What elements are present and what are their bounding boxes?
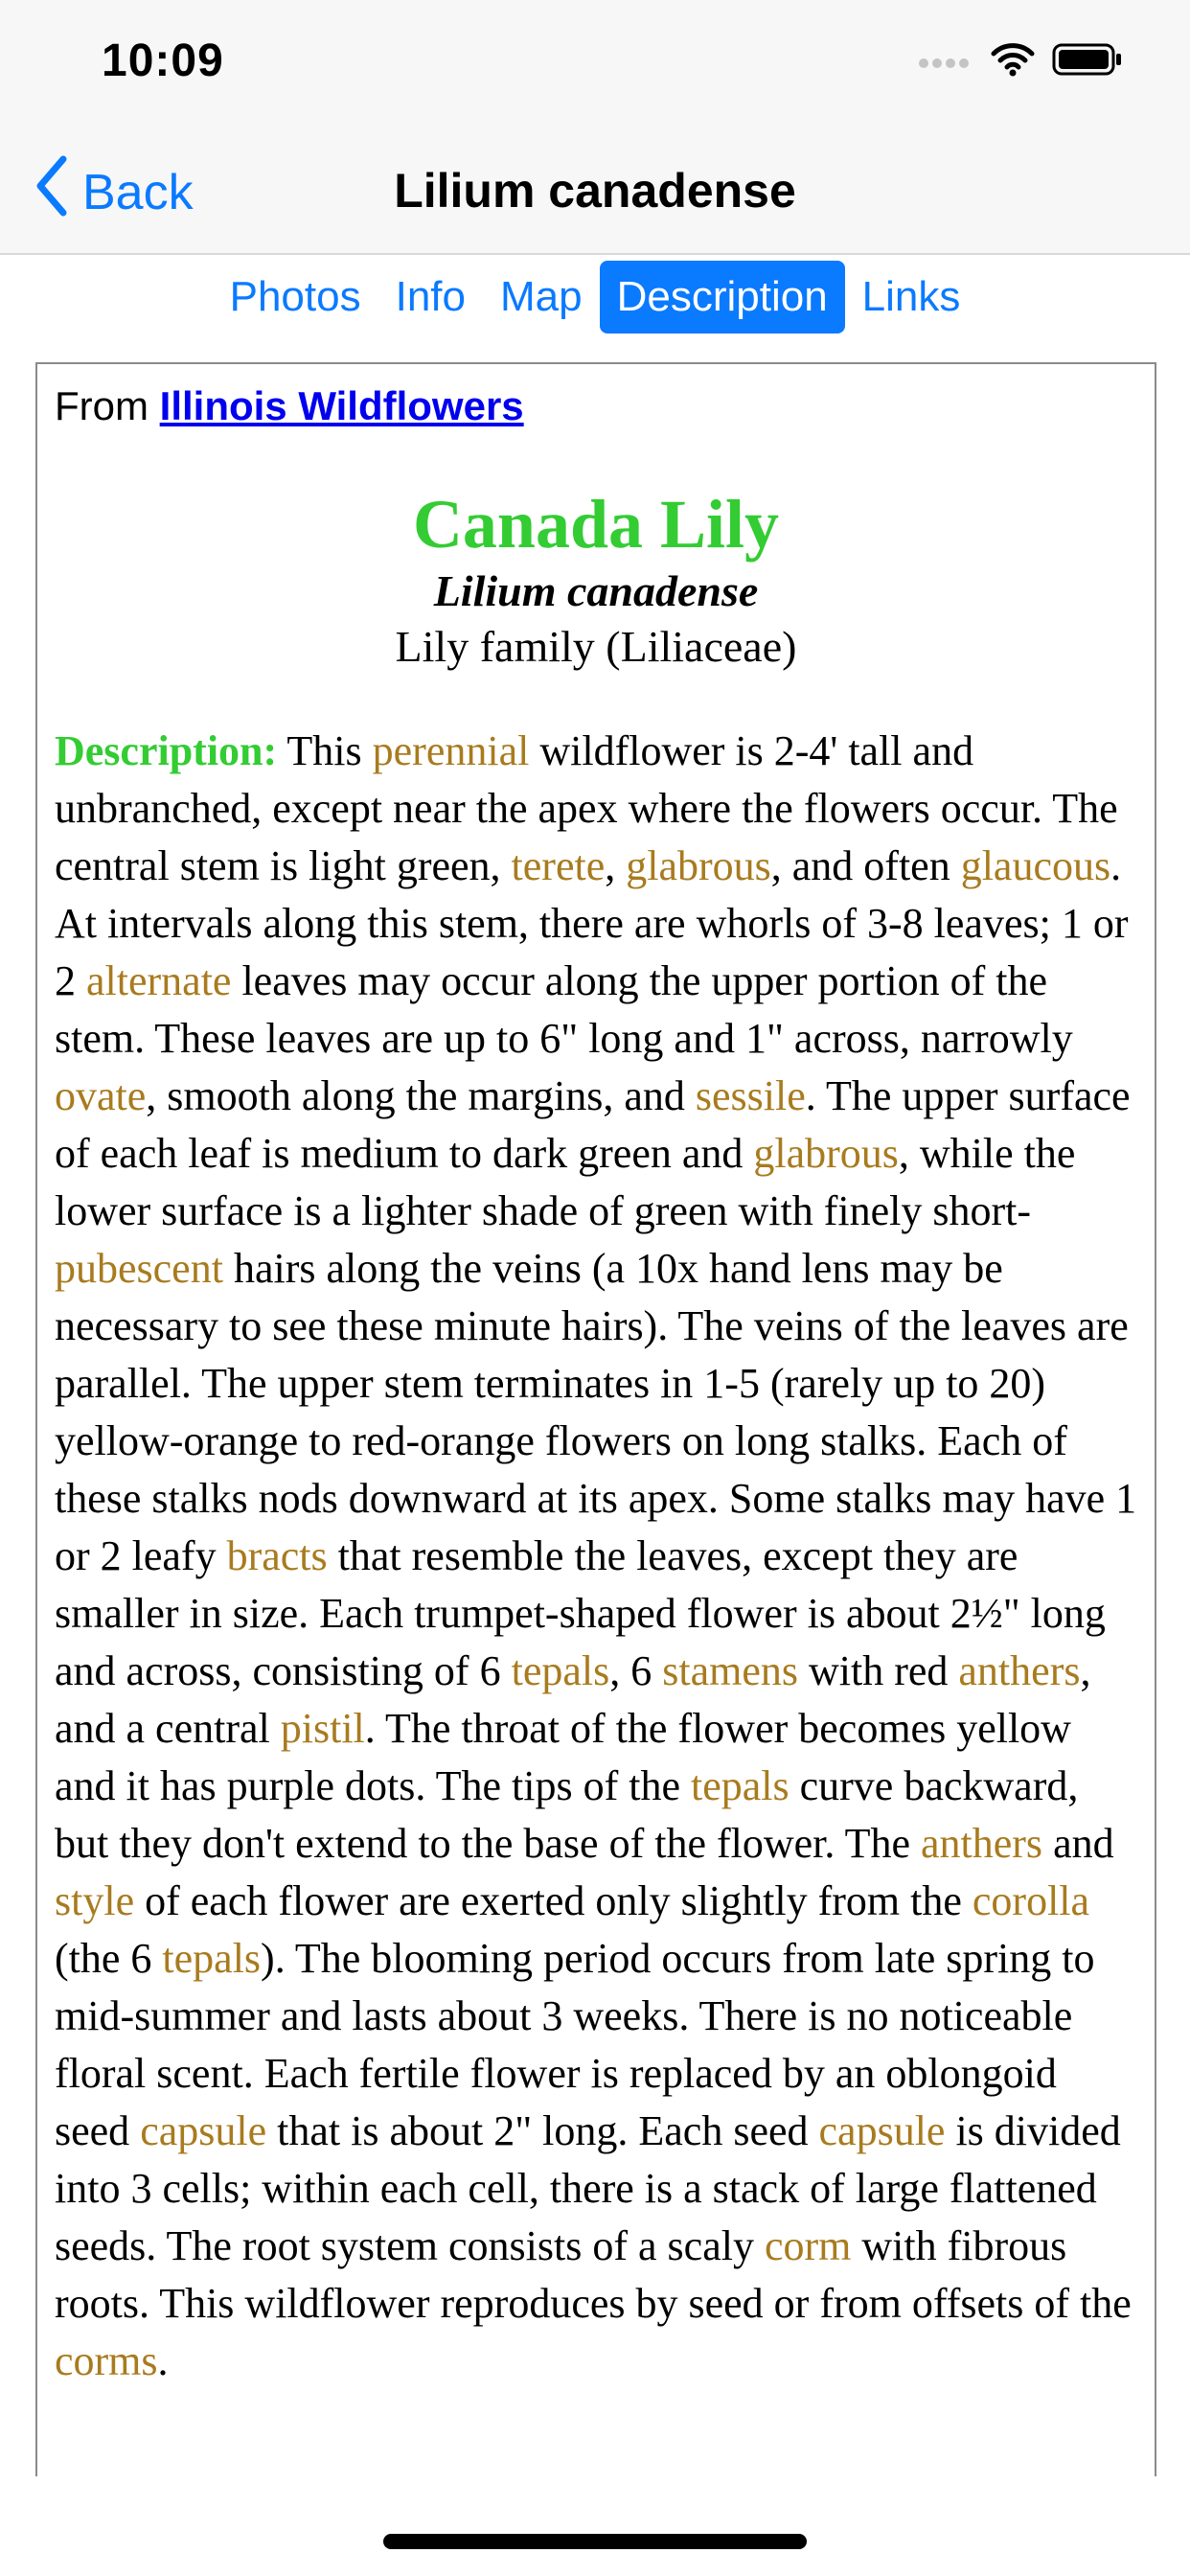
glossary-term-link[interactable]: anthers (958, 1647, 1081, 1694)
glossary-term-link[interactable]: perennial (372, 727, 530, 774)
description-text: , and often (770, 842, 961, 889)
navigation-bar (0, 134, 1190, 255)
description-text: (the 6 (55, 1935, 163, 1982)
tab-info[interactable]: Info (395, 273, 466, 320)
glossary-term-link[interactable]: style (55, 1877, 135, 1924)
glossary-term-link[interactable]: corm (764, 2222, 852, 2269)
wifi-icon (991, 42, 1035, 81)
glossary-term-link[interactable]: glaucous (960, 842, 1111, 889)
status-time: 10:09 (102, 35, 224, 86)
description-text: with red (798, 1647, 959, 1694)
description-text: wildflower is 2-4' tall and unbranched, except near the apex where the flowers occur. The central stem is light green, (55, 727, 1118, 889)
glossary-term-link[interactable]: capsule (140, 2107, 267, 2154)
description-text: with fibrous roots. This wildflower reproduces by seed or from offsets of the (55, 2222, 1132, 2327)
description-text: hairs along the veins (a 10x hand lens may be necessary to see these minute hairs). The veins of the leaves are parallel. The upper stem terminates in 1-5 (rarely up to 20) yellow-orange to red-orange flowers on long stalks. Each of these stalks nods downward at its apex. Some stalks may have 1 or 2 leafy (55, 1245, 1137, 1579)
description-text: curve backward, but they don't extend to the base of the flower. The (55, 1762, 1079, 1867)
description-text: is divided into 3 cells; within each cell, there is a stack of large flattened seeds. The root system consists of a scaly (55, 2107, 1121, 2269)
description-text: , and a central (55, 1647, 1091, 1752)
description-text: . The throat of the flower becomes yellow and it has purple dots. The tips of the (55, 1705, 1071, 1809)
segmented-control (0, 259, 1190, 335)
description-text: . (157, 2337, 169, 2384)
description-text: , while the lower surface is a lighter shade of green with finely short- (55, 1130, 1076, 1234)
description-text: This (286, 727, 373, 774)
glossary-term-link[interactable]: corolla (972, 1877, 1090, 1924)
glossary-term-link[interactable]: sessile (695, 1072, 806, 1119)
description-paragraph (55, 723, 1137, 2390)
description-text: , smooth along the margins, and (146, 1072, 696, 1119)
glossary-term-link[interactable]: glabrous (626, 842, 771, 889)
glossary-term-link[interactable]: tepals (690, 1762, 790, 1809)
glossary-term-link[interactable]: stamens (662, 1647, 798, 1694)
glossary-term-link[interactable]: corms (55, 2337, 158, 2384)
source-line (55, 383, 524, 429)
tab-links[interactable]: Links (861, 273, 961, 320)
description-text: ). The blooming period occurs from late spring to mid-summer and lasts about 3 weeks. There is no noticeable floral scent. Each fertile flower is replaced by an oblongoid seed (55, 1935, 1095, 2154)
description-text: , 6 (609, 1647, 663, 1694)
tab-description[interactable]: Description (600, 261, 845, 334)
glossary-term-link[interactable]: alternate (86, 957, 232, 1004)
source-prefix: From (55, 383, 160, 428)
description-text: leaves may occur along the upper portion of the stem. These leaves are up to 6" long and 1" across, narrowly (55, 957, 1073, 1062)
glossary-term-link[interactable]: ovate (55, 1072, 147, 1119)
glossary-term-link[interactable]: anthers (921, 1820, 1043, 1867)
description-text: and (1042, 1820, 1114, 1867)
description-text: . The upper surface of each leaf is medium to dark green and (55, 1072, 1131, 1177)
tab-map[interactable]: Map (499, 273, 583, 320)
description-text: that resemble the leaves, except they are smaller in size. Each trumpet-shaped flower is about 2½" long and across, consisting of 6 (55, 1532, 1106, 1694)
home-indicator (383, 2534, 807, 2549)
scientific-name: Lilium canadense (433, 566, 759, 615)
glossary-term-link[interactable]: tepals (511, 1647, 610, 1694)
glossary-term-link[interactable]: pubescent (55, 1245, 223, 1292)
glossary-term-link[interactable]: terete (511, 842, 606, 889)
description-text: of each flower are exerted only slightly from the (134, 1877, 973, 1924)
tab-photos[interactable]: Photos (229, 273, 361, 320)
family-name: Lily family (Liliaceae) (395, 622, 797, 671)
description-text: that is about 2" long. Each seed (266, 2107, 819, 2154)
description-webview[interactable] (35, 362, 1156, 2476)
source-link[interactable]: Illinois Wildflowers (159, 383, 524, 428)
description-text: , (605, 842, 627, 889)
description-label: Description: (55, 727, 278, 774)
common-name: Canada Lily (412, 486, 780, 563)
glossary-term-link[interactable]: capsule (818, 2107, 946, 2154)
battery-icon (1052, 43, 1123, 80)
status-bar (0, 0, 1190, 134)
status-icons (918, 42, 1123, 81)
page-title: Lilium canadense (394, 164, 796, 218)
glossary-term-link[interactable]: glabrous (753, 1130, 899, 1177)
glossary-term-link[interactable]: bracts (226, 1532, 328, 1579)
cellular-signal-icon (918, 48, 973, 76)
glossary-term-link[interactable]: pistil (280, 1705, 365, 1752)
back-label: Back (82, 164, 194, 220)
glossary-term-link[interactable]: tepals (162, 1935, 262, 1982)
description-text: . At intervals along this stem, there are whorls of 3-8 leaves; 1 or 2 (55, 842, 1129, 1004)
